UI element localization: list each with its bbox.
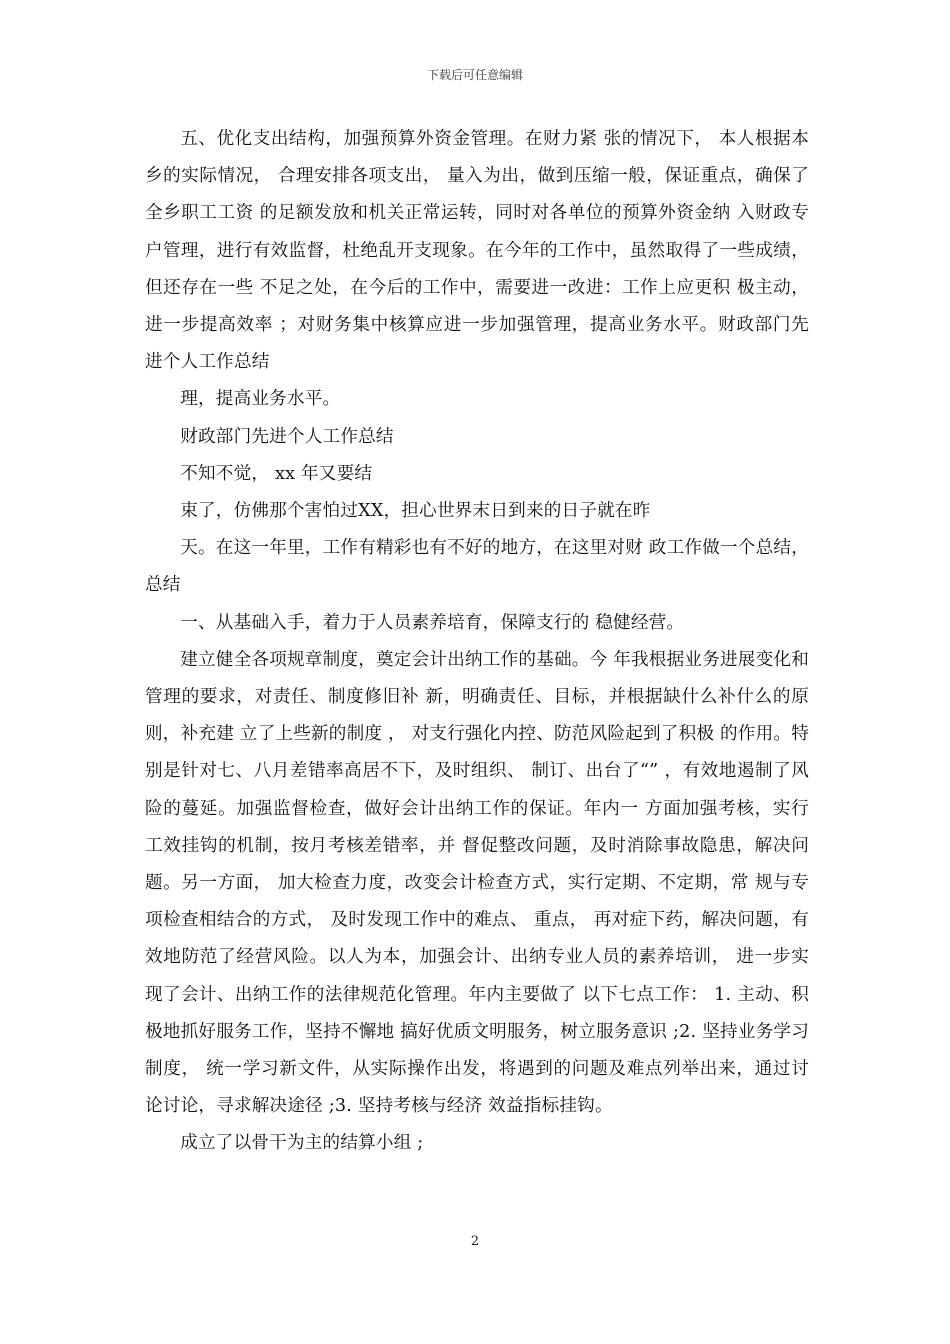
paragraph: 束了，仿佛那个害怕过XX，担心世界末日到来的日子就在昨 <box>180 501 651 522</box>
paragraph: 财政部门先进个人工作总结 <box>180 426 394 447</box>
paragraph: 理，提高业务水平。 <box>180 389 341 410</box>
paragraph: 不知不觉， xx 年又要结 <box>180 463 373 484</box>
page-number: 2 <box>470 1234 480 1249</box>
paragraph: 成立了以骨干为主的结算小组 ; <box>180 1133 424 1154</box>
paragraph: 天。在这一年里，工作有精彩也有不好的地方，在这里对财 政工作做一个总结，总结 <box>145 538 809 596</box>
paragraph: 一、从基础入手，着力于人员素养培育，保障支行的 稳健经营。 <box>180 612 685 633</box>
document-body <box>145 121 809 1163</box>
page-header: 下载后可任意编辑 <box>426 68 523 82</box>
paragraph: 建立健全各项规章制度，奠定会计出纳工作的基础。今 年我根据业务进展变化和管理的要求，对责任、制度修旧补 新，明确责任、目标，并根据缺什么补什么的原则，补充建 立了上些新的制度 ， 对支行强化内控、防范风险起到了积极 的作用。特别是针对七、八月差错率高居不下，及时组织、 制订、出台了“” ，有效地遏制了风险的蔓延。加强监督检查，做好会计出纳工作的保证。年内一 方面加强考核，实行工效挂钩的机制，按月考核差错率，并 督促整改问题，及时消除事故隐患，解决问题。另一方面， 加大检查力度，改变会计检查方式，实行定期、不定期，常 规与专项检查相结合的方式， 及时发现工作中的难点、 重点， 再对症下药，解决问题，有效地防范了经营风险。以人为本，加强会计、出纳专业人员的素养培训， 进一步实现了会计、出纳工作的法律规范化管理。年内主要做了 以下七点工作： 1. 主动、积极地抓好服务工作，坚持不懈地 搞好优质文明服务，树立服务意识 ;2. 坚持业务学习制度， 统一学习新文件，从实际操作出发，将遇到的问题及难点列举出来，通过讨论讨论，寻求解决途径 ;3. 坚持考核与经济 效益指标挂钩。 <box>145 649 809 1117</box>
paragraph: 五、优化支出结构，加强预算外资金管理。在财力紧 张的情况下， 本人根据本乡的实际情况， 合理安排各项支出， 量入为出，做到压缩一般，保证重点，确保了全乡职工工资 的足额发放和机关正常运转，同时对各单位的预算外资金纳 入财政专户管理，进行有效监督，杜绝乱开支现象。在今年的工作中，虽然取得了一些成绩，但还存在一些 不足之处，在今后的工作中，需要进一改进：工作上应更积 极主动，进一步提高效率 ；对财务集中核算应进一步加强管理，提高业务水平。财政部门先进个人工作总结 <box>145 129 809 373</box>
